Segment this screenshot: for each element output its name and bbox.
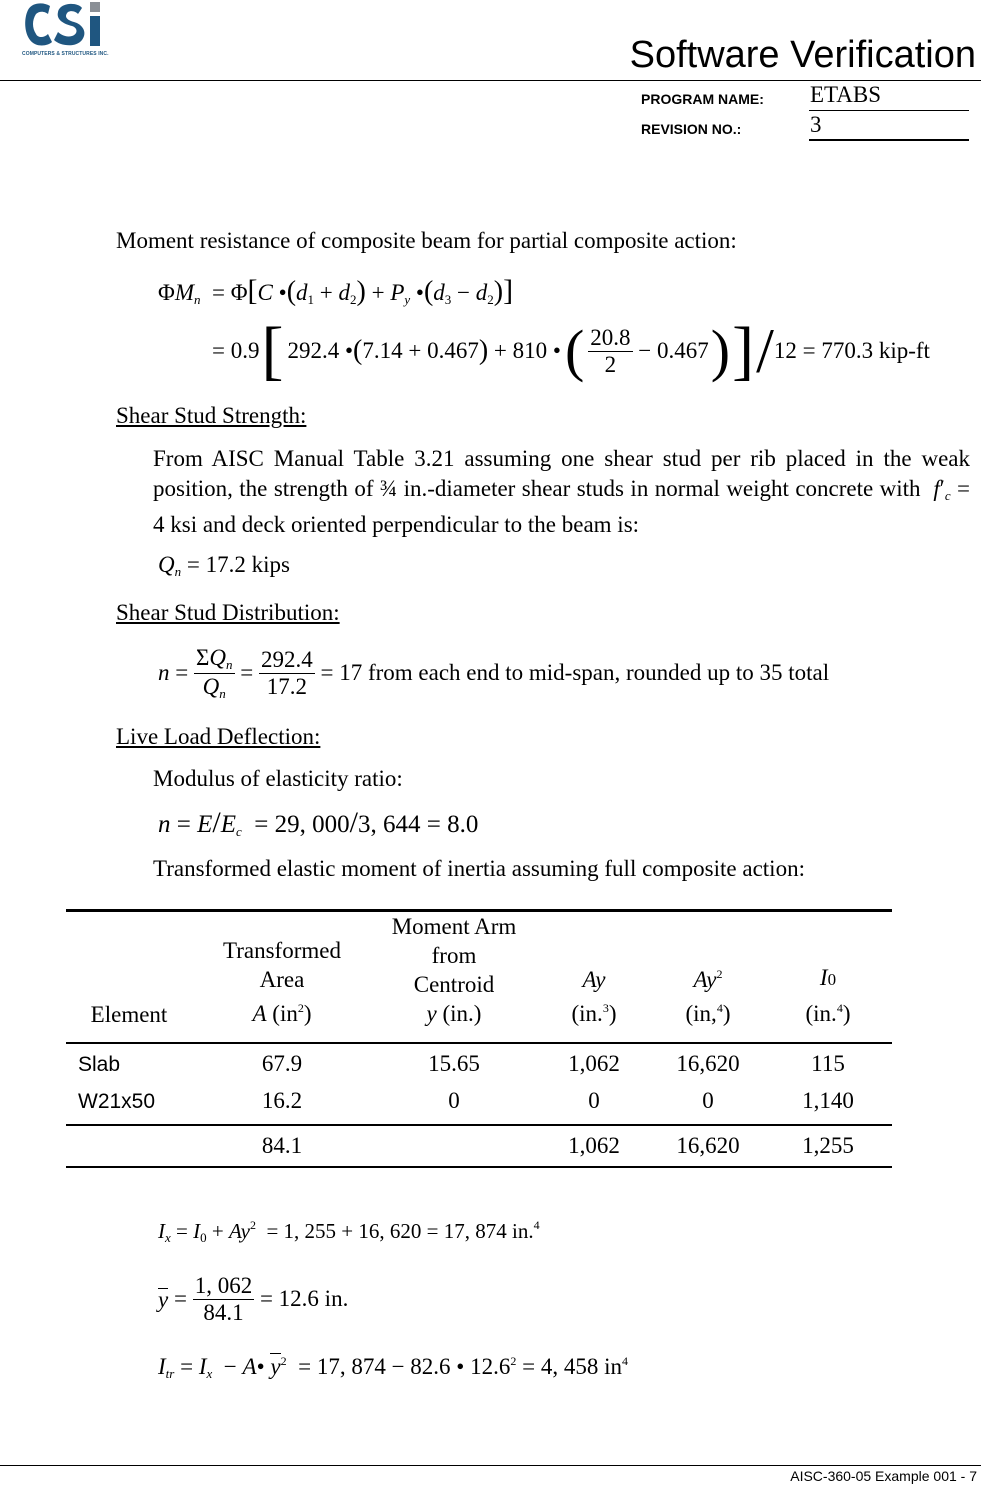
row-arm: 15.65 bbox=[428, 1050, 480, 1076]
revision-value: 3 bbox=[810, 112, 822, 137]
program-name-label: PROGRAM NAME: bbox=[641, 91, 764, 107]
header-area: Transformed Area A $(in^2)$ bbox=[223, 938, 341, 1026]
row-i0: 115 bbox=[811, 1050, 845, 1076]
equation-moment-symbolic: $\Phi M_n = \Phi[C$ $•(d_1 + d_2) + P_y$ $•(d_3 - d_2)$] bbox=[158, 274, 514, 307]
ybar-equation: y = $\frac{1, 062}{84.1}$ = 12.6 in. bbox=[158, 1272, 349, 1325]
footer-text: AISC-360-05 Example 001 - 7 bbox=[790, 1468, 977, 1484]
totals-arm bbox=[372, 1125, 536, 1167]
header-i0: I0 (in.$^4$) bbox=[805, 965, 851, 1026]
csi-logo-icon bbox=[20, 0, 120, 50]
stud-strength-heading: Shear Stud Strength: bbox=[116, 403, 307, 428]
transformed-text: Transformed elastic moment of inertia assuming full composite action: bbox=[153, 856, 805, 881]
page-title: Software Verification bbox=[629, 34, 976, 76]
inertia-table bbox=[66, 912, 892, 1168]
row-arm: 0 bbox=[448, 1087, 460, 1113]
row-element: Slab bbox=[78, 1052, 121, 1076]
totals-i0: 1,255 bbox=[802, 1133, 854, 1158]
header-ay2: Ay$^2$ (in,$^4$) bbox=[685, 967, 731, 1026]
header-ay: Ay (in.$^3$) bbox=[571, 967, 617, 1026]
moment-heading: Moment resistance of composite beam for partial composite action: bbox=[116, 228, 737, 253]
row-i0: 1,140 bbox=[802, 1087, 854, 1113]
row-ay2: 16,620 bbox=[676, 1050, 740, 1076]
qn-equation: $Q_n = 17.2$ kips bbox=[158, 552, 290, 579]
logo-subtext: COMPUTERS & STRUCTURES INC. bbox=[22, 51, 109, 57]
row-ay2: 0 bbox=[702, 1087, 714, 1113]
totals-area: 84.1 bbox=[261, 1133, 303, 1158]
table-row bbox=[66, 1077, 892, 1125]
table-row bbox=[66, 1043, 892, 1077]
equation-moment-numeric: = 0.9 [ 292.4 • ( 7.14 + 0.467 ) + 810 • ( $\frac{20.8}{2}$ − 0.467 ) ] / 12 = 770.3 kip-ft bbox=[212, 314, 930, 387]
row-area: 16.2 bbox=[261, 1087, 303, 1113]
itr-equation: $I_{tr} = I_x$ − A• $y^2 = 17$, 874 − 82.6 • 12.6$^2$ = 4, 458 $in^4$ bbox=[158, 1354, 628, 1381]
ix-equation: $I_x = I_0 + Ay^2 = 1$, 255 + 16, 620 = 17, 874 in.$^4$ bbox=[158, 1218, 540, 1245]
table-totals-row bbox=[66, 1125, 892, 1167]
program-name-value: ETABS bbox=[810, 82, 881, 107]
table-header-row bbox=[66, 912, 892, 1043]
footer-rule bbox=[0, 1465, 981, 1466]
totals-ay: 1,062 bbox=[568, 1133, 620, 1158]
totals-element bbox=[66, 1125, 192, 1167]
totals-ay2: 16,620 bbox=[676, 1133, 740, 1158]
deflection-heading: Live Load Deflection: bbox=[116, 724, 321, 749]
revision-label: REVISION NO.: bbox=[641, 121, 742, 137]
header-element: Element bbox=[90, 1002, 168, 1027]
stud-strength-paragraph: From AISC Manual Table 3.21 assuming one shear stud per rib placed in the weak position, the strength of ¾ in.-diameter shear studs in normal weight concrete with $f'_c = 4$ ksi and deck oriented perpendicular to the beam is: bbox=[153, 446, 971, 537]
row-ay: 1,062 bbox=[568, 1050, 620, 1076]
program-name-rule bbox=[809, 110, 969, 111]
row-element: W21x50 bbox=[78, 1089, 156, 1113]
stud-distribution-heading: Shear Stud Distribution: bbox=[116, 600, 340, 625]
company-logo bbox=[20, 0, 120, 62]
row-ay: 0 bbox=[588, 1087, 600, 1113]
n-equation: n = $\frac{\Sigma Q_n}{Q_n}$ = $\frac{292.4}{17.2}$ = 17 from each end to mid-span, rounded up to 35 total bbox=[158, 644, 830, 701]
header-moment-arm: Moment Arm from Centroid y (in.) bbox=[391, 914, 517, 1026]
modulus-text: Modulus of elasticity ratio: bbox=[153, 766, 403, 791]
revision-rule bbox=[809, 139, 969, 141]
row-area: 67.9 bbox=[261, 1050, 303, 1076]
ratio-equation: $n = E/E_c = 29$, 000/3, 644 = 8.0 bbox=[158, 806, 479, 839]
header-rule bbox=[0, 80, 981, 81]
